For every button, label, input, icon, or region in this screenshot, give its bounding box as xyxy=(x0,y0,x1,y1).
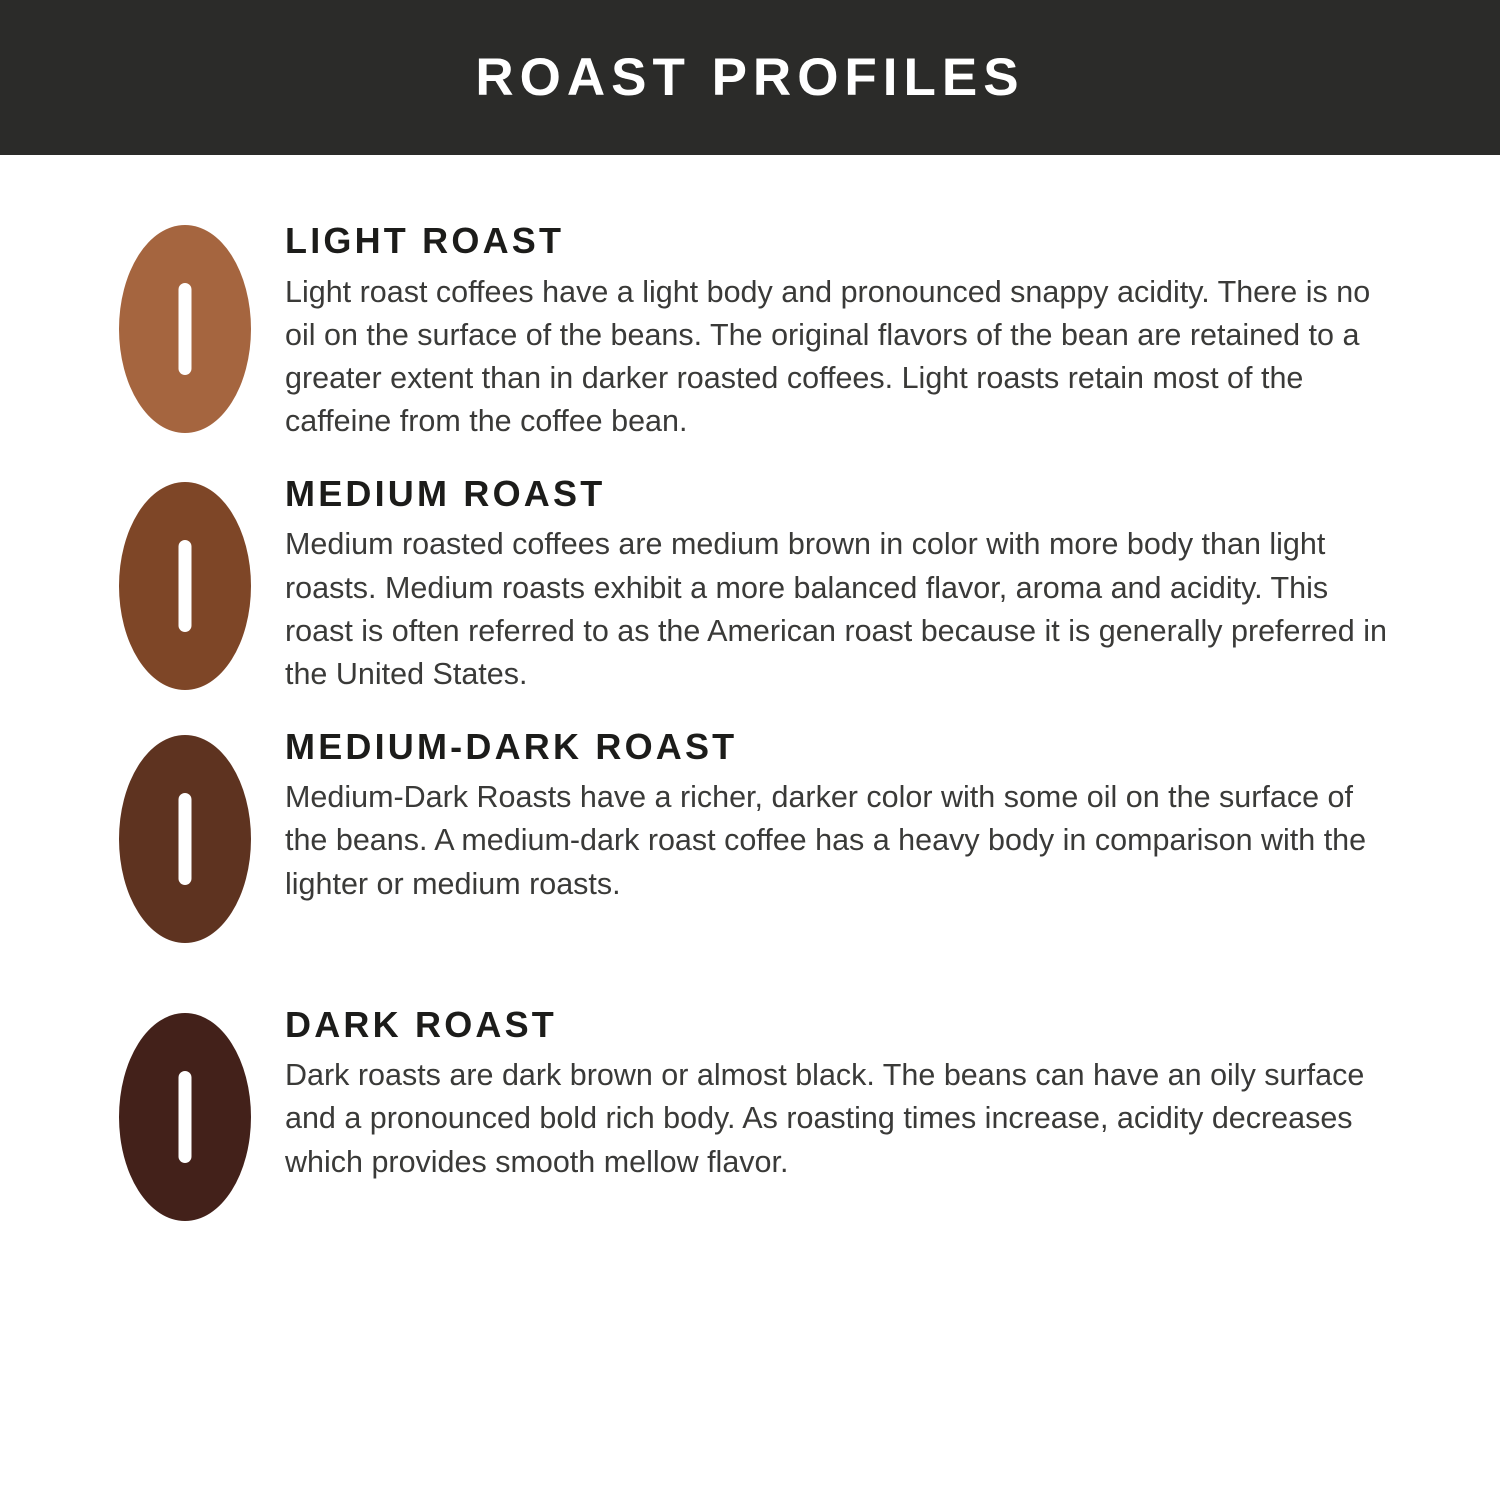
roast-item-medium-dark xyxy=(85,727,1400,943)
bean-cell-medium xyxy=(85,474,285,690)
page-header xyxy=(0,0,1500,155)
roast-text-medium xyxy=(285,474,1400,697)
bean-cell-dark xyxy=(85,1005,285,1221)
roast-title-dark: DARK ROAST xyxy=(285,1003,557,1045)
roast-description-medium: Medium roasted coffees are medium brown in color with more body than light roasts. Medium roasts exhibit a more balanced flavor, aroma and acidity. This roast is often referred to as the American roast because it is generally preferred in the United States. xyxy=(285,527,1387,692)
roast-item-medium xyxy=(85,474,1400,697)
bean-cell-medium-dark xyxy=(85,727,285,943)
bean-crease xyxy=(179,540,192,632)
coffee-bean-icon xyxy=(119,225,251,433)
coffee-bean-icon xyxy=(119,482,251,690)
bean-cell-light xyxy=(85,217,285,433)
roast-description-light: Light roast coffees have a light body and pronounced snappy acidity. There is no oil on the surface of the beans. The original flavors of the bean are retained to a greater extent than in darker roasted coffees. Light roasts retain most of the caffeine from the coffee bean. xyxy=(285,274,1371,439)
roast-text-dark xyxy=(285,1005,1400,1184)
coffee-bean-icon xyxy=(119,735,251,943)
coffee-bean-icon xyxy=(119,1013,251,1221)
roast-item-dark xyxy=(85,1005,1400,1221)
roast-description-dark: Dark roasts are dark brown or almost black. The beans can have an oily surface and a pronounced bold rich body. As roasting times increase, acidity decreases which provides smooth mellow flavor. xyxy=(285,1058,1365,1179)
roast-description-medium-dark: Medium-Dark Roasts have a richer, darker color with some oil on the surface of the beans. A medium-dark roast coffee has a heavy body in comparison with the lighter or medium roasts. xyxy=(285,780,1367,901)
roast-item-light xyxy=(85,217,1400,444)
roast-title-medium: MEDIUM ROAST xyxy=(285,472,606,514)
bean-crease xyxy=(179,1071,192,1163)
roast-list xyxy=(0,155,1500,1221)
roast-title-light: LIGHT ROAST xyxy=(285,220,565,261)
bean-crease xyxy=(179,283,192,375)
roast-text-medium-dark xyxy=(285,727,1400,906)
bean-crease xyxy=(179,793,192,885)
roast-title-medium-dark: MEDIUM-DARK ROAST xyxy=(285,725,738,767)
page-title: ROAST PROFILES xyxy=(475,48,1025,107)
roast-text-light xyxy=(285,217,1400,444)
